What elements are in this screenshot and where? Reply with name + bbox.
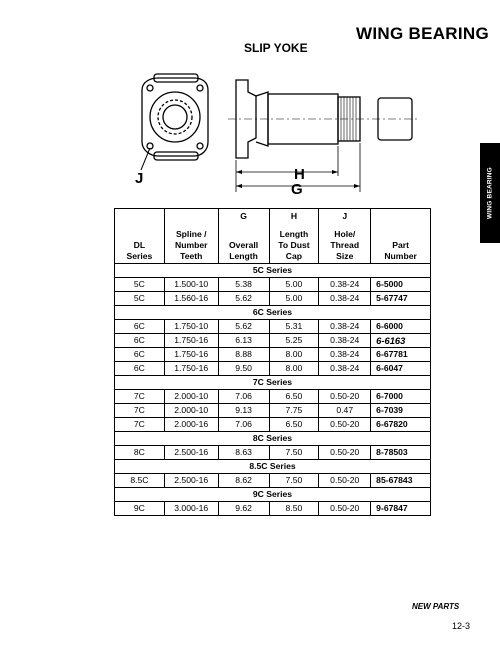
table-row	[115, 390, 431, 404]
dimension-letter-row	[115, 209, 431, 227]
table-cell: 0.50-20	[319, 418, 371, 432]
table-row	[115, 362, 431, 376]
table-cell: 8.62	[218, 474, 269, 488]
table-cell: 8.63	[218, 446, 269, 460]
table-row	[115, 348, 431, 362]
table-cell: 0.47	[319, 404, 371, 418]
table-cell: 6.50	[269, 390, 319, 404]
table-cell: 8.00	[269, 362, 319, 376]
series-heading: 6C Series	[115, 306, 431, 320]
table-cell: 1.750-16	[164, 334, 218, 348]
table-cell: 6C	[115, 320, 165, 334]
table-cell: 5.00	[269, 278, 319, 292]
series-heading-row	[115, 488, 431, 502]
part-number-cell: 6-5000	[371, 278, 431, 292]
table-cell: 1.750-10	[164, 320, 218, 334]
series-heading-row	[115, 432, 431, 446]
part-number-cell: 5-67747	[371, 292, 431, 306]
part-number-cell: 9-67847	[371, 502, 431, 516]
table-cell: 1.750-16	[164, 348, 218, 362]
end-view-bore	[163, 105, 187, 129]
page-number: 12-3	[452, 621, 471, 631]
table-cell: 6C	[115, 334, 165, 348]
part-number-cell: 6-7000	[371, 390, 431, 404]
end-view-bolt-hole	[147, 85, 153, 91]
part-number-cell: 6-67820	[371, 418, 431, 432]
table-cell: 7.50	[269, 474, 319, 488]
table-cell: 7C	[115, 390, 165, 404]
table-cell: 5.25	[269, 334, 319, 348]
table-cell: 5.31	[269, 320, 319, 334]
slip-yoke-drawing	[128, 64, 428, 198]
table-cell: 7C	[115, 418, 165, 432]
specification-table	[114, 208, 431, 516]
table-cell: 9.62	[218, 502, 269, 516]
table-cell: 6C	[115, 348, 165, 362]
table-cell: 7.06	[218, 390, 269, 404]
table-cell: 0.50-20	[319, 390, 371, 404]
column-header: DL Series	[115, 226, 165, 264]
table-cell: 3.000-16	[164, 502, 218, 516]
column-header: Part Number	[371, 226, 431, 264]
dimension-letter	[371, 209, 431, 227]
column-header: Spline / Number Teeth	[164, 226, 218, 264]
table-cell: 8.00	[269, 348, 319, 362]
table-cell: 0.50-20	[319, 474, 371, 488]
series-heading-row	[115, 460, 431, 474]
slip-yoke-side-view	[228, 80, 420, 192]
table-cell: 1.500-10	[164, 278, 218, 292]
series-heading: 5C Series	[115, 264, 431, 278]
table-cell: 1.750-16	[164, 362, 218, 376]
table-cell: 7.75	[269, 404, 319, 418]
table-cell: 0.38-24	[319, 320, 371, 334]
dimension-letter: G	[218, 209, 269, 227]
dimension-letter: J	[319, 209, 371, 227]
table-cell: 9C	[115, 502, 165, 516]
table-cell: 8.50	[269, 502, 319, 516]
table-cell: 8.5C	[115, 474, 165, 488]
table-cell: 2.000-10	[164, 390, 218, 404]
table-row	[115, 502, 431, 516]
page-subtitle: SLIP YOKE	[244, 41, 308, 55]
end-view-bolt-hole	[197, 85, 203, 91]
table-cell: 5C	[115, 278, 165, 292]
table-cell: 5.38	[218, 278, 269, 292]
part-number-cell: 6-6163	[371, 334, 431, 348]
table-cell: 2.500-16	[164, 446, 218, 460]
table-cell: 6.13	[218, 334, 269, 348]
table-cell: 7.06	[218, 418, 269, 432]
table-cell: 5.00	[269, 292, 319, 306]
part-number-cell: 6-6047	[371, 362, 431, 376]
part-number-cell: 85-67843	[371, 474, 431, 488]
column-header: Overall Length	[218, 226, 269, 264]
part-number-cell: 6-7039	[371, 404, 431, 418]
series-heading-row	[115, 306, 431, 320]
table-cell: 8.88	[218, 348, 269, 362]
table-cell: 5.62	[218, 292, 269, 306]
page-title: WING BEARING	[356, 24, 489, 43]
series-heading: 8.5C Series	[115, 460, 431, 474]
table-cell: 0.38-24	[319, 292, 371, 306]
table-row	[115, 474, 431, 488]
label-h: H	[294, 166, 305, 183]
slip-yoke-end-view	[141, 74, 208, 170]
label-j: J	[135, 170, 144, 187]
part-number-cell: 8-78503	[371, 446, 431, 460]
column-header: Length To Dust Cap	[269, 226, 319, 264]
series-heading-row	[115, 264, 431, 278]
table-cell: 6.50	[269, 418, 319, 432]
new-parts-note: NEW PARTS	[412, 602, 460, 611]
table-cell: 5C	[115, 292, 165, 306]
table-cell: 0.38-24	[319, 278, 371, 292]
table-cell: 0.38-24	[319, 348, 371, 362]
table-row	[115, 418, 431, 432]
series-heading: 8C Series	[115, 432, 431, 446]
table-cell: 2.500-16	[164, 474, 218, 488]
table-cell: 2.000-16	[164, 418, 218, 432]
dimension-letter	[115, 209, 165, 227]
table-cell: 0.38-24	[319, 334, 371, 348]
part-number-cell: 6-6000	[371, 320, 431, 334]
table-row	[115, 278, 431, 292]
column-header-row	[115, 226, 431, 264]
part-number-cell: 6-67781	[371, 348, 431, 362]
table-cell: 0.38-24	[319, 362, 371, 376]
table-cell: 6C	[115, 362, 165, 376]
series-heading: 9C Series	[115, 488, 431, 502]
table-cell: 8C	[115, 446, 165, 460]
table-cell: 0.50-20	[319, 446, 371, 460]
table-row	[115, 334, 431, 348]
column-header: Hole/ Thread Size	[319, 226, 371, 264]
series-heading-row	[115, 376, 431, 390]
table-row	[115, 320, 431, 334]
table-cell: 0.50-20	[319, 502, 371, 516]
table-row	[115, 446, 431, 460]
dimension-letter	[164, 209, 218, 227]
table-row	[115, 404, 431, 418]
table-row	[115, 292, 431, 306]
table-cell: 9.13	[218, 404, 269, 418]
table-cell: 7.50	[269, 446, 319, 460]
series-heading: 7C Series	[115, 376, 431, 390]
end-view-bolt-hole	[197, 143, 203, 149]
label-g: G	[291, 181, 303, 198]
table-cell: 1.560-16	[164, 292, 218, 306]
dimension-letter: H	[269, 209, 319, 227]
table-cell: 7C	[115, 404, 165, 418]
table-cell: 5.62	[218, 320, 269, 334]
section-side-tab-label: WING BEARING	[486, 167, 494, 219]
table-cell: 9.50	[218, 362, 269, 376]
section-side-tab[interactable]	[480, 143, 500, 243]
table-cell: 2.000-10	[164, 404, 218, 418]
